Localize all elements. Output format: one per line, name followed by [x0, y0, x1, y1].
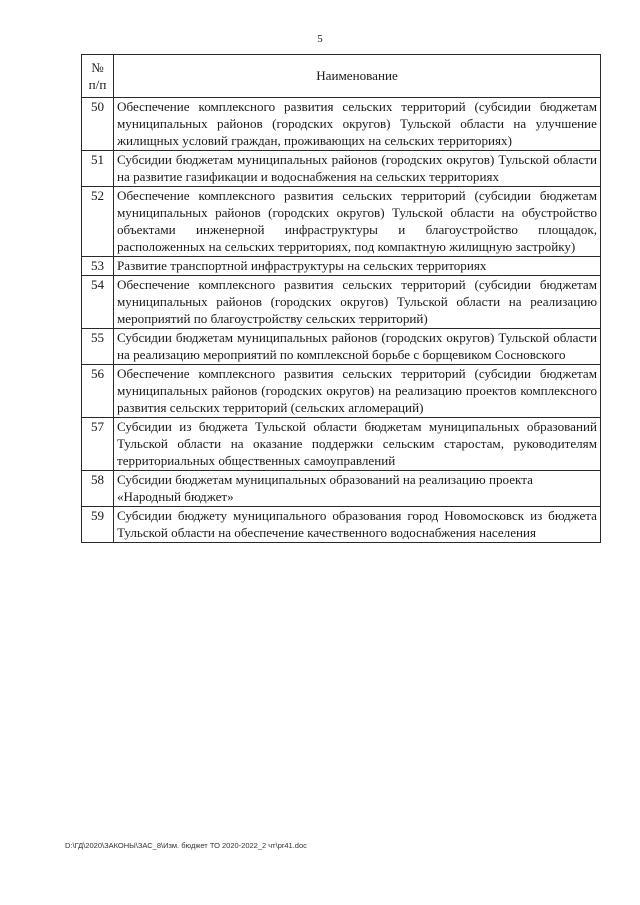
- row-name: Развитие транспортной инфраструктуры на сельских территориях: [114, 257, 601, 276]
- header-number: [82, 55, 114, 98]
- row-number: 52: [82, 187, 114, 257]
- header-number-abbrev: п/п: [88, 76, 107, 92]
- row-name: Субсидии бюджетам муниципальных образований на реализацию проекта «Народный бюджет»: [114, 471, 601, 507]
- table-row: [82, 187, 601, 257]
- table-row: [82, 418, 601, 471]
- row-number: 54: [82, 276, 114, 329]
- row-name: Субсидии из бюджета Тульской области бюджетам муниципальных образований Тульской области на оказание поддержки сельским старостам, руководителям территориальных общественных самоуправлений: [114, 418, 601, 471]
- table-row: [82, 98, 601, 151]
- document-table: [81, 54, 601, 543]
- row-number: 57: [82, 418, 114, 471]
- row-name: Субсидии бюджету муниципального образования город Новомосковск из бюджета Тульской области на обеспечение качественного водоснабжения населения: [114, 507, 601, 543]
- header-number-symbol: №: [91, 59, 104, 75]
- header-name: Наименование: [114, 55, 601, 98]
- row-number: 55: [82, 329, 114, 365]
- table-row: [82, 365, 601, 418]
- table-header-row: [82, 55, 601, 98]
- row-number: 59: [82, 507, 114, 543]
- row-name: Субсидии бюджетам муниципальных районов (городских округов) Тульской области на реализацию мероприятий по комплексной борьбе с борщевиком Сосновского: [114, 329, 601, 365]
- row-number: 58: [82, 471, 114, 507]
- table-row: [82, 507, 601, 543]
- page-number: 5: [317, 33, 323, 45]
- table-row: [82, 151, 601, 187]
- row-number: 50: [82, 98, 114, 151]
- table-row: [82, 471, 601, 507]
- table-row: [82, 329, 601, 365]
- row-name: Обеспечение комплексного развития сельских территорий (субсидии бюджетам муниципальных районов (городских округов) Тульской области на улучшение жилищных условий граждан, проживающих на сельских территориях): [114, 98, 601, 151]
- row-name: Субсидии бюджетам муниципальных районов (городских округов) Тульской области на развитие газификации и водоснабжения на сельских территориях: [114, 151, 601, 187]
- row-number: 53: [82, 257, 114, 276]
- row-number: 56: [82, 365, 114, 418]
- row-name: Обеспечение комплексного развития сельских территорий (субсидии бюджетам муниципальных районов (городских округов) на реализацию проектов комплексного развития сельских территорий (сельских агломераций): [114, 365, 601, 418]
- row-number: 51: [82, 151, 114, 187]
- table-row: [82, 276, 601, 329]
- row-name: Обеспечение комплексного развития сельских территорий (субсидии бюджетам муниципальных районов (городских округов) Тульской области на обустройство объектами инженерной инфраструктуры и благоустройство площадок, расположенных на сельских территориях, под компактную жилищную застройку): [114, 187, 601, 257]
- table-row: [82, 257, 601, 276]
- file-path-footer: D:\ГД\2020\ЗАКОНЫ\ЗАС_8\Изм. бюджет ТО 2020-2022_2 чт\pr41.doc: [65, 841, 307, 850]
- row-name: Обеспечение комплексного развития сельских территорий (субсидии бюджетам муниципальных районов (городских округов) Тульской области на реализацию мероприятий по благоустройству сельских территорий): [114, 276, 601, 329]
